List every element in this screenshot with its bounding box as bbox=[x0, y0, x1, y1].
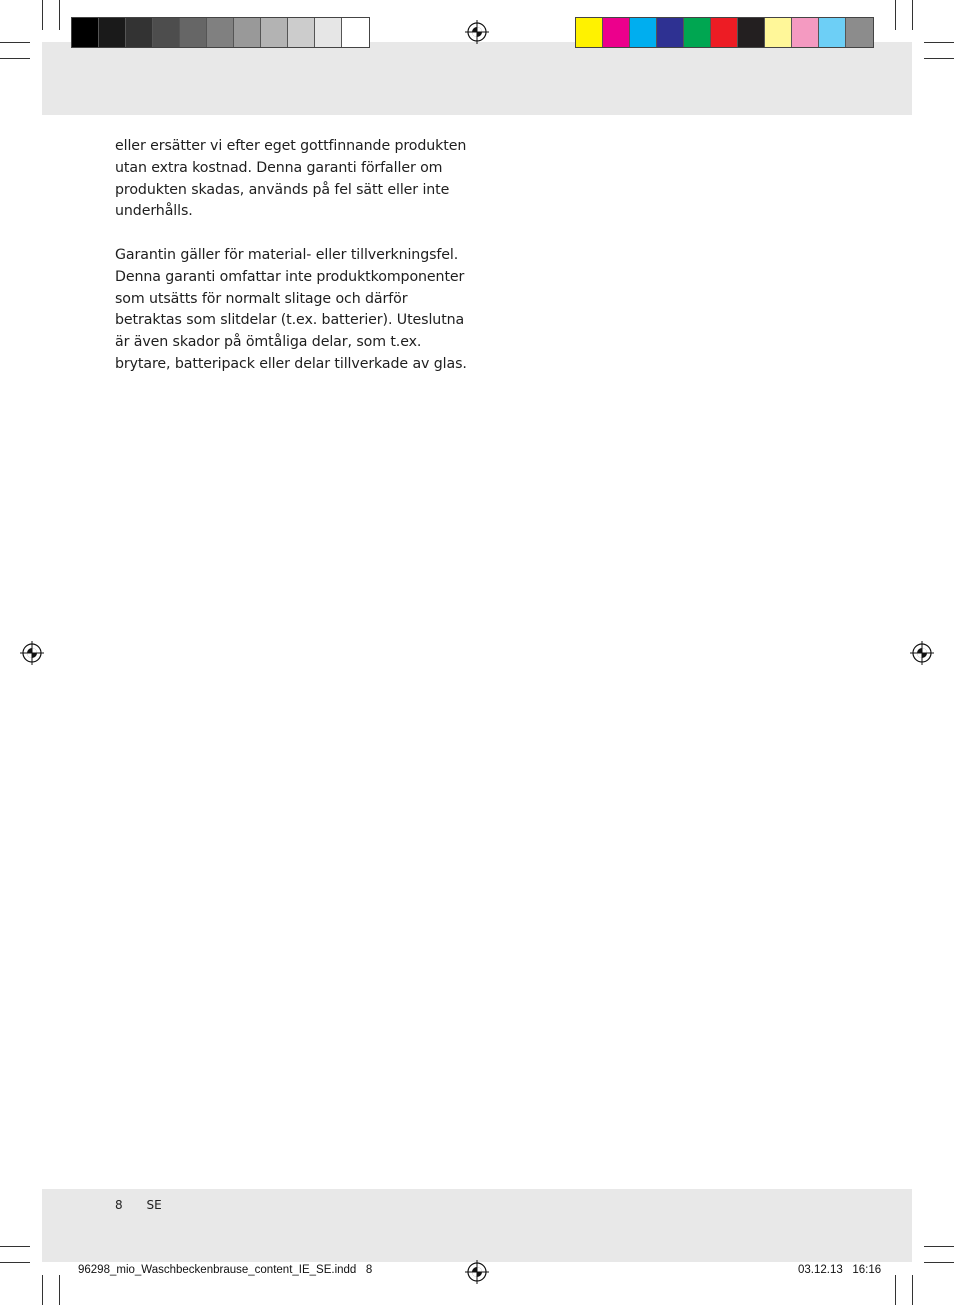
color-swatch bbox=[234, 18, 261, 47]
crop-mark bbox=[924, 1246, 954, 1247]
crop-mark bbox=[0, 42, 30, 43]
crop-mark bbox=[912, 0, 913, 30]
color-swatch bbox=[153, 18, 180, 47]
color-swatch bbox=[126, 18, 153, 47]
color-swatch bbox=[99, 18, 126, 47]
crop-mark bbox=[0, 58, 30, 59]
crop-mark bbox=[924, 58, 954, 59]
color-swatch bbox=[765, 18, 792, 47]
crop-mark bbox=[42, 0, 43, 30]
crop-mark bbox=[924, 42, 954, 43]
color-swatch bbox=[657, 18, 684, 47]
color-swatch bbox=[342, 18, 369, 47]
color-swatch bbox=[738, 18, 765, 47]
page-number: 8 bbox=[115, 1198, 123, 1212]
crop-mark bbox=[42, 1275, 43, 1305]
color-swatch bbox=[207, 18, 234, 47]
crop-mark bbox=[912, 1275, 913, 1305]
crop-mark bbox=[59, 0, 60, 30]
color-swatch bbox=[846, 18, 873, 47]
warranty-text bbox=[115, 136, 475, 398]
crop-mark bbox=[0, 1246, 30, 1247]
color-swatch bbox=[288, 18, 315, 47]
paragraph: eller ersätter vi efter eget gottfinnande produkten utan extra kostnad. Denna garanti förfaller om produkten skadas, används på fel sätt eller inte underhålls. bbox=[115, 138, 467, 220]
grayscale-color-bar bbox=[71, 17, 370, 48]
color-swatch bbox=[576, 18, 603, 47]
color-swatch bbox=[630, 18, 657, 47]
header-band bbox=[42, 42, 912, 115]
paragraph: Garantin gäller för material- eller tillverkningsfel. Denna garanti omfattar inte produktkomponenter som utsätts för normalt slitage och därför betraktas som slitdelar (t.ex. batterier). Uteslutna är även skador på ömtåliga delar, som t.ex. brytare, batteripack eller delar tillverkade av glas. bbox=[115, 246, 467, 372]
registration-mark-icon bbox=[465, 1260, 489, 1284]
crop-mark bbox=[895, 0, 896, 30]
color-swatch bbox=[180, 18, 207, 47]
color-swatch bbox=[315, 18, 342, 47]
registration-mark-icon bbox=[465, 20, 489, 44]
page-footer bbox=[115, 1198, 182, 1212]
registration-mark-icon bbox=[20, 641, 44, 665]
crop-mark bbox=[895, 1275, 896, 1305]
crop-mark bbox=[0, 1262, 30, 1263]
color-swatch bbox=[684, 18, 711, 47]
color-swatch bbox=[711, 18, 738, 47]
registration-mark-icon bbox=[910, 641, 934, 665]
color-swatch bbox=[261, 18, 288, 47]
slug-filename: 96298_mio_Waschbeckenbrause_content_IE_SE.indd 8 bbox=[78, 1264, 373, 1276]
color-swatch bbox=[72, 18, 99, 47]
crop-mark bbox=[59, 1275, 60, 1305]
color-swatch bbox=[603, 18, 630, 47]
slug-datetime: 03.12.13 16:16 bbox=[798, 1264, 882, 1276]
color-swatch bbox=[792, 18, 819, 47]
color-swatch bbox=[819, 18, 846, 47]
process-color-bar bbox=[575, 17, 874, 48]
crop-mark bbox=[924, 1262, 954, 1263]
language-code: SE bbox=[146, 1198, 162, 1212]
